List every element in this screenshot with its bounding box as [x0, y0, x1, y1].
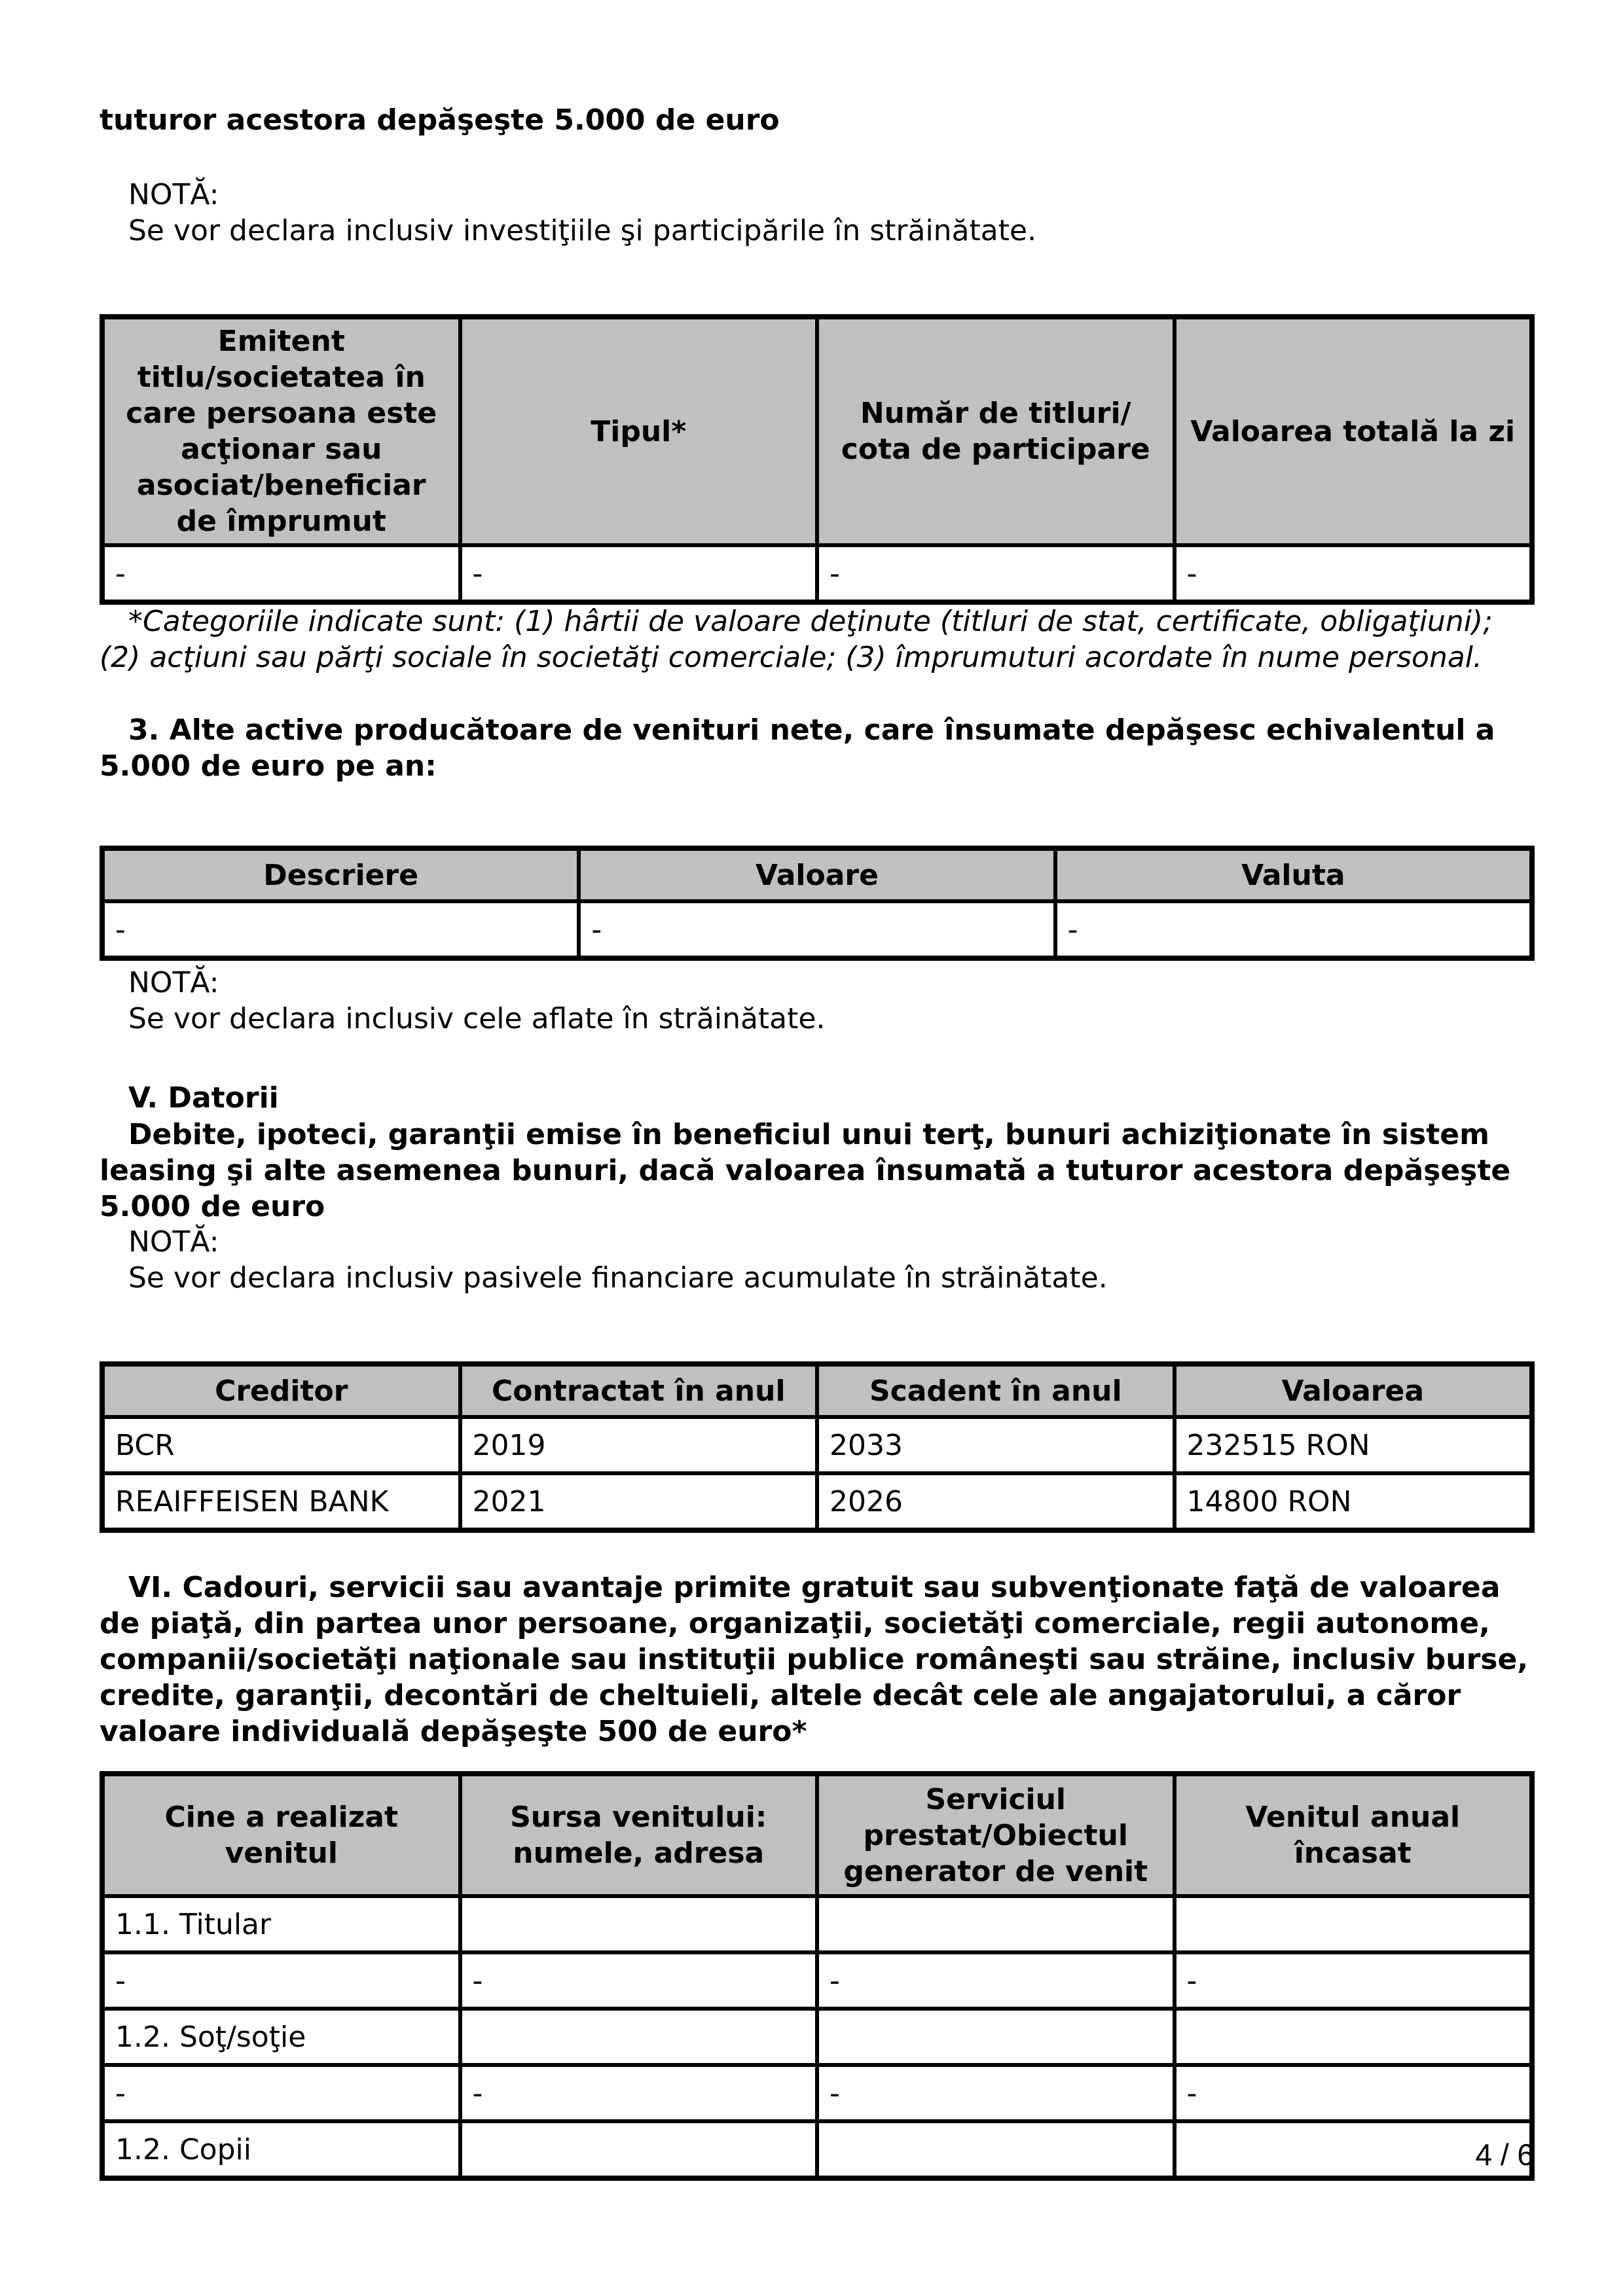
header-venitul: Venitul anual încasat [1175, 1774, 1532, 1896]
table-row [103, 1417, 1531, 1473]
note-label: NOTĂ: [128, 966, 219, 999]
investments-table [100, 314, 1535, 605]
table-cell: - [460, 545, 818, 601]
categories-note: *Categoriile indicate sunt: (1) hârtii de valoare deţinute (titluri de stat, certificate, obligaţiuni); (2) acţiuni sau părţi sociale în societăţi comerciale; (3) împrumuturi acordate în nume personal. [100, 605, 1493, 674]
table-cell: - [460, 1952, 818, 2009]
table-cell: 1.1. Titular [103, 1896, 460, 1952]
continued-heading: tuturor acestora depăşeşte 5.000 de euro [100, 103, 780, 137]
note-liabilities [100, 1224, 1108, 1296]
table-cell: 2019 [460, 1417, 818, 1473]
table-cell: 2026 [817, 1473, 1175, 1530]
header-valoarea: Valoarea [1175, 1365, 1532, 1417]
note-label: NOTĂ: [128, 1225, 219, 1259]
table-cell [817, 2009, 1175, 2065]
header-valoarea-totala: Valoarea totală la zi [1175, 317, 1532, 545]
header-cine: Cine a realizat venitul [103, 1774, 460, 1896]
table-cell: 2033 [817, 1417, 1175, 1473]
table-cell: 1.2. Copii [103, 2121, 460, 2178]
header-emitent: Emitent titlu/societatea în care persoana este acţionar sau asociat/beneficiar de împrumut [103, 317, 460, 545]
note-investments [100, 177, 1036, 249]
gifts-table [100, 1771, 1535, 2181]
table-cell: - [460, 2065, 818, 2121]
table-cell: BCR [103, 1417, 460, 1473]
table-row [103, 1952, 1531, 2009]
table-cell [460, 1896, 818, 1952]
table-cell: - [1175, 2065, 1532, 2121]
section-6-title: VI. Cadouri, servicii sau avantaje primite gratuit sau subvenţionate faţă de valoarea de piaţă, din partea unor persoane, organizaţii, societăţi comerciale, regii autonome, companii/societăţi naţionale sau instituţii publice româneşti sau străine, inclusiv burse, credite, garanţii, decontări de cheltuieli, altele decât cele ale angajatorului, a căror valoare individuală depăşeşte 500 de euro* [100, 1571, 1529, 1748]
table-cell: - [1175, 545, 1532, 601]
table-row [103, 2121, 1531, 2178]
table-cell: 14800 RON [1175, 1473, 1532, 1530]
table-row [103, 545, 1531, 601]
table-row [103, 901, 1531, 958]
other-assets-table [100, 846, 1535, 961]
table-cell [817, 2121, 1175, 2178]
note-text: Se vor declara inclusiv pasivele financiare acumulate în străinătate. [128, 1261, 1108, 1295]
table-row [103, 1473, 1531, 1530]
table-cell: - [817, 545, 1175, 601]
table-cell: - [817, 1952, 1175, 2009]
debts-table [100, 1361, 1535, 1533]
table-cell [1175, 1896, 1532, 1952]
header-sursa: Sursa venitului: numele, adresa [460, 1774, 818, 1896]
section-3-title: 3. Alte active producătoare de venituri nete, care însumate depăşesc echivalentul a 5.000 de euro pe an: [100, 713, 1495, 783]
table-row [103, 2065, 1531, 2121]
table-cell: - [1175, 1952, 1532, 2009]
header-valoare: Valoare [579, 849, 1055, 901]
header-descriere: Descriere [103, 849, 579, 901]
table-row [103, 2009, 1531, 2065]
table-cell: - [579, 901, 1055, 958]
table-cell [817, 1896, 1175, 1952]
table-cell: - [817, 2065, 1175, 2121]
header-scadent: Scadent în anul [817, 1365, 1175, 1417]
table-cell: REAIFFEISEN BANK [103, 1473, 460, 1530]
table-cell: 1.2. Soţ/soţie [103, 2009, 460, 2065]
table-cell: 232515 RON [1175, 1417, 1532, 1473]
table-cell [460, 2009, 818, 2065]
note-text: Se vor declara inclusiv cele aflate în străinătate. [128, 1002, 826, 1035]
table-cell: - [103, 2065, 460, 2121]
table-cell: - [103, 901, 579, 958]
note-label: NOTĂ: [128, 178, 219, 211]
section-5-title: V. Datorii [128, 1081, 279, 1115]
header-valuta: Valuta [1055, 849, 1531, 901]
section-5-subtitle: Debite, ipoteci, garanţii emise în beneficiul unui terţ, bunuri achiziţionate în sistem leasing şi alte asemenea bunuri, dacă valoarea însumată a tuturor acestora depăşeşte 5.000 de euro [100, 1118, 1511, 1223]
header-tipul: Tipul* [460, 317, 818, 545]
page-number: 4 / 6 [1475, 2138, 1534, 2172]
header-creditor: Creditor [103, 1365, 460, 1417]
header-numar-titluri: Număr de titluri/ cota de participare [817, 317, 1175, 545]
table-cell: - [103, 1952, 460, 2009]
header-contractat: Contractat în anul [460, 1365, 818, 1417]
note-text: Se vor declara inclusiv investiţiile şi participările în străinătate. [128, 214, 1037, 247]
note-abroad-assets [100, 965, 825, 1037]
table-cell: - [103, 545, 460, 601]
table-cell: 2021 [460, 1473, 818, 1530]
table-row [103, 1896, 1531, 1952]
table-cell: - [1055, 901, 1531, 958]
table-cell [460, 2121, 818, 2178]
table-cell [1175, 2009, 1532, 2065]
header-serviciul: Serviciul prestat/Obiectul generator de venit [817, 1774, 1175, 1896]
